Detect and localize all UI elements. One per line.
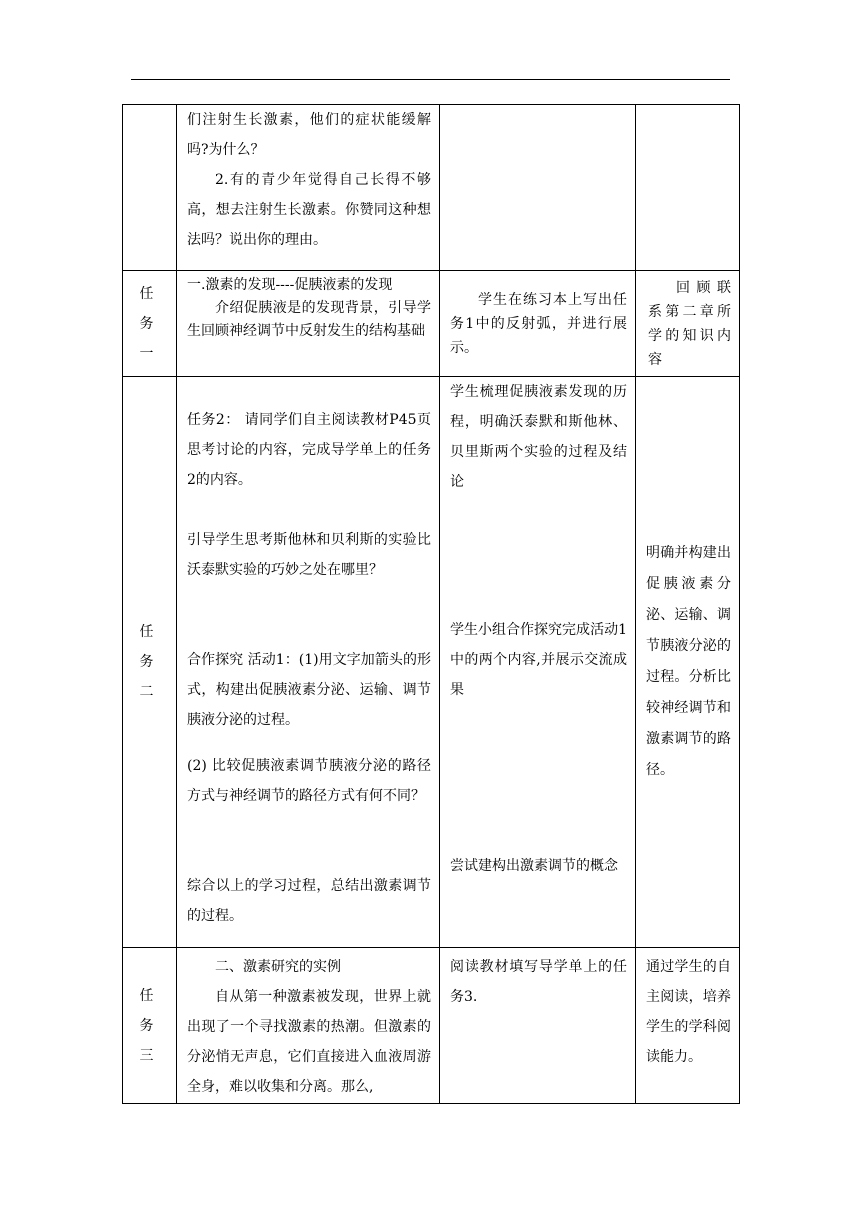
stage-label: 任务二 bbox=[139, 624, 160, 700]
stage-cell bbox=[123, 948, 177, 1104]
design-intent-cell bbox=[636, 377, 740, 948]
student-text: 学生在练习本上写出任务1中的反射弧，并进行展示。 bbox=[450, 291, 627, 356]
teacher-text: 一.激素的发现----促胰液素的发现 bbox=[187, 277, 393, 293]
teacher-text: 综合以上的学习过程，总结出激素调节的过程。 bbox=[187, 878, 431, 924]
student-text: 阅读教材填写导学单上的任务3. bbox=[450, 959, 627, 1005]
student-activity-cell bbox=[440, 377, 636, 948]
stage-label: 任务三 bbox=[139, 987, 160, 1064]
student-text: 学生梳理促胰液素发现的历程，明确沃泰默和斯他林、贝里斯两个实验的过程及结论 bbox=[450, 384, 627, 490]
intent-text: 回顾联系第二章所学的知识内容 bbox=[648, 279, 731, 368]
student-activity-cell bbox=[440, 105, 636, 271]
teacher-text: 介绍促胰液是的发现背景，引导学生回顾神经调节中反射发生的结构基础 bbox=[187, 300, 431, 339]
lesson-plan-table bbox=[122, 104, 740, 1104]
teacher-text: 自从第一种激素被发现，世界上就出现了一个寻找激素的热潮。但激素的分泌悄无声息，它们直接进入血液周游全身，难以收集和分离。那么, bbox=[187, 989, 431, 1095]
table-row bbox=[123, 948, 740, 1104]
teacher-text: 任务2： 请同学们自主阅读教材P45页思考讨论的内容，完成导学单上的任务2的内容。 bbox=[187, 412, 431, 488]
teacher-text: 2.有的青少年觉得自己长得不够高，想去注射生长激素。你赞同这种想法吗？说出你的理由。 bbox=[187, 172, 431, 248]
teacher-activity-cell bbox=[177, 377, 440, 948]
table-row bbox=[123, 377, 740, 948]
intent-text: 通过学生的自主阅读，培养学生的学科阅读能力。 bbox=[646, 959, 731, 1065]
stage-cell bbox=[123, 105, 177, 271]
intent-text: 明确并构建出促胰液素分泌、运输、调节胰液分泌的过程。分析比较神经调节和激素调节的路径。 bbox=[646, 545, 731, 778]
teacher-text: 合作探究 活动1：(1)用文字加箭头的形式，构建出促胰液素分泌、运输、调节胰液分泌的过程。 bbox=[187, 652, 431, 728]
table-row bbox=[123, 271, 740, 377]
student-activity-cell bbox=[440, 948, 636, 1104]
teacher-text: 们注射生长激素，他们的症状能缓解吗?为什么？ bbox=[187, 112, 431, 158]
teacher-text: (2) 比较促胰液素调节胰液分泌的路径方式与神经调节的路径方式有何不同？ bbox=[187, 758, 431, 804]
teacher-text: 引导学生思考斯他林和贝利斯的实验比沃泰默实验的巧妙之处在哪里？ bbox=[187, 532, 431, 578]
header-rule bbox=[131, 79, 730, 80]
student-text: 学生小组合作探究完成活动1中的两个内容,并展示交流成果 bbox=[450, 622, 627, 698]
teacher-activity-cell bbox=[177, 105, 440, 271]
design-intent-cell bbox=[636, 105, 740, 271]
design-intent-cell bbox=[636, 948, 740, 1104]
design-intent-cell bbox=[636, 271, 740, 377]
teacher-activity-cell bbox=[177, 948, 440, 1104]
teacher-activity-cell bbox=[177, 271, 440, 377]
stage-label: 任务一 bbox=[139, 285, 160, 362]
stage-cell bbox=[123, 377, 177, 948]
stage-cell bbox=[123, 271, 177, 377]
student-text: 尝试建构出激素调节的概念 bbox=[450, 858, 618, 874]
teacher-text: 二、激素研究的实例 bbox=[215, 959, 341, 975]
table-row bbox=[123, 105, 740, 271]
student-activity-cell bbox=[440, 271, 636, 377]
